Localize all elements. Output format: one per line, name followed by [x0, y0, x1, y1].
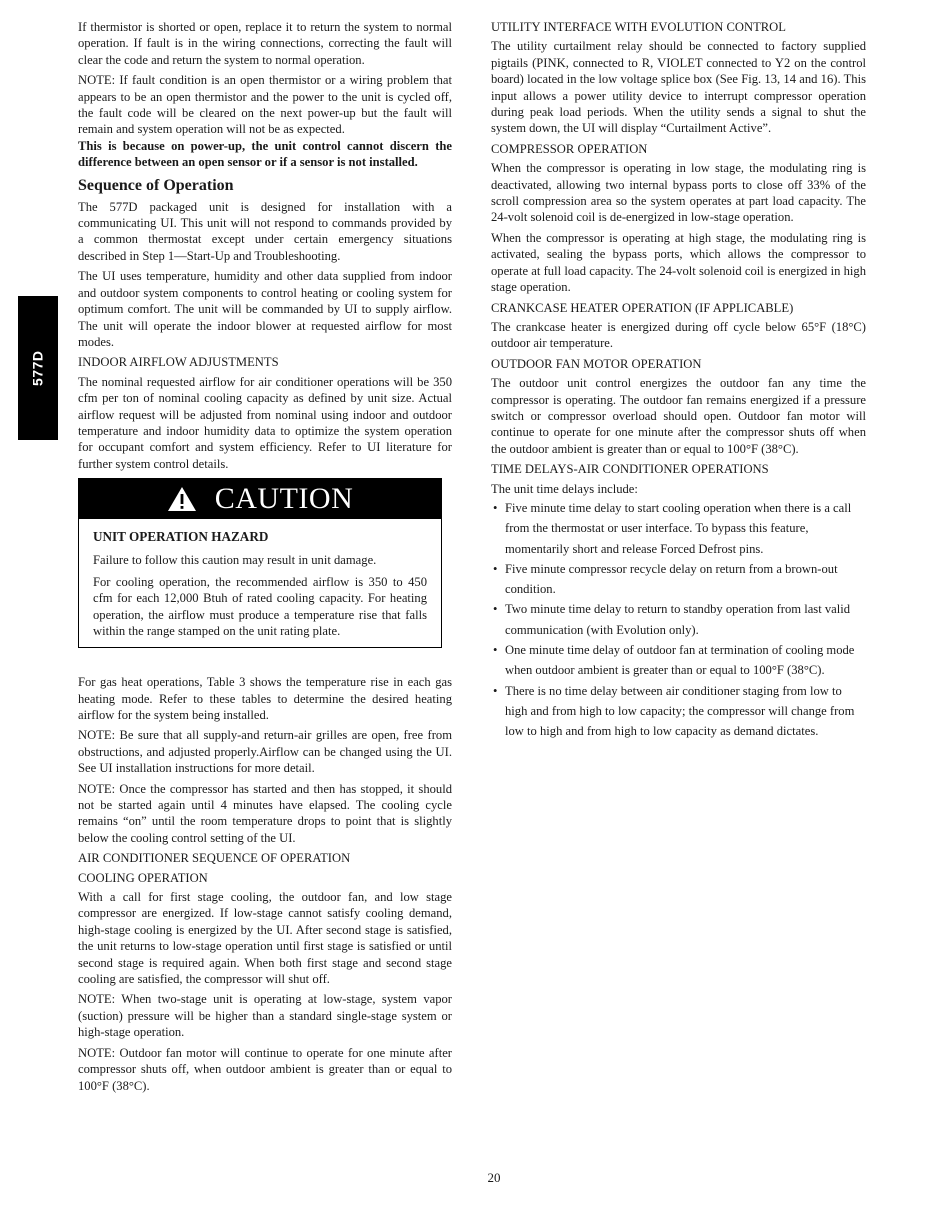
bullet-icon: •	[493, 500, 498, 515]
list-item	[491, 498, 866, 559]
caution-title: CAUTION	[214, 482, 354, 516]
subheading: AIR CONDITIONER SEQUENCE OF OPERATION	[78, 851, 351, 866]
paragraph: The UI uses temperature, humidity and other data supplied from indoor and outdoor system components to control heating or cooling system for optimum comfort. The unit will be commanded by UI to supply airflow. The unit will operate the indoor blower at requested airflow for most modes.	[78, 269, 452, 349]
section-heading: Sequence of Operation	[78, 176, 234, 194]
subheading: INDOOR AIRFLOW ADJUSTMENTS	[78, 355, 279, 370]
paragraph: When the compressor is operating at high stage, the modulating ring is activated, sealing the bypass ports, which allows the compressor to operate at full load capacity. The 24-volt solenoid coil is energized in high stage operation.	[491, 230, 866, 295]
paragraph: The utility curtailment relay should be connected to factory supplied pigtails (PINK, connected to R, VIOLET connected to Y2 on the control board) located in the low voltage splice box (See Fig. 13, 14 and 16). This input allows a power utility device to interrupt compressor operation during peak load periods. When the utility sends a signal to shut the system down, the UI will display “Curtailment Active”.	[491, 39, 866, 136]
warning-triangle-icon	[167, 486, 197, 512]
paragraph: The crankcase heater is energized during off cycle below 65°F (18°C) outdoor air temperature.	[491, 319, 866, 351]
caution-box	[78, 478, 442, 648]
subheading: CRANKCASE HEATER OPERATION (IF APPLICABLE)	[491, 300, 794, 315]
subheading: COOLING OPERATION	[78, 870, 208, 885]
paragraph: With a call for first stage cooling, the outdoor fan, and low stage compressor are energized. If low-stage cannot satisfy cooling demand, high-stage cooling is energized by the UI. After second stage is satisfied, the unit returns to low-stage operation until first stage is satisfied or until second stage is required again. When both first stage and second stage cooling are satisfied, the compressor will shut off.	[78, 890, 452, 987]
list-item	[491, 681, 866, 742]
bold-statement: This is because on power-up, the unit control cannot discern the difference between an open sensor or if a sensor is not installed.	[78, 138, 452, 170]
side-tab-label: 577D	[29, 350, 46, 386]
subheading: OUTDOOR FAN MOTOR OPERATION	[491, 356, 702, 371]
note-paragraph: NOTE: Outdoor fan motor will continue to operate for one minute after compressor shuts off, when outdoor ambient is greater than or equal to 100°F (38°C).	[78, 1045, 452, 1093]
paragraph: When the compressor is operating in low stage, the modulating ring is deactivated, allowing two internal bypass ports to close off 33% of the scroll compression area so the system operates at part load capacity. The 24-volt solenoid coil is de-energized in low-stage operation.	[491, 161, 866, 225]
caution-body	[79, 519, 441, 647]
note-paragraph: NOTE: Be sure that all supply-and return-air grilles are open, free from obstructions, and adjusted properly.Airflow can be changed using the UI. See UI installation instructions for more detail.	[78, 728, 452, 776]
list-item	[491, 640, 866, 681]
paragraph: The outdoor unit control energizes the outdoor fan any time the compressor is operating. The outdoor fan remains energized if a pressure switch or compressor overload should open. Outdoor fan motor will continue to operate for one minute after the compressor shuts off when the outdoor ambient is greater than or equal to 100°F (38°C).	[491, 376, 866, 456]
section-side-tab	[18, 296, 58, 440]
right-column	[491, 19, 866, 742]
note-paragraph: NOTE: If fault condition is an open thermistor or a wiring problem that appears to be an open thermistor and the power to the unit is cycled off, the fault code will be cleared on the next power-up but the fault will remain and system operation will not be as expected.	[78, 73, 452, 137]
paragraph: The nominal requested airflow for air conditioner operations will be 350 cfm per ton of nominal cooling capacity as defined by unit size. Actual airflow request will be adjusted from nominal using indoor and outdoor temperature and indoor humidity data to optimize the system operation for occupant comfort and system efficiency. Refer to UI literature for further system control details.	[78, 374, 452, 471]
list-item	[491, 559, 866, 600]
time-delays-list	[491, 498, 866, 742]
paragraph: The 577D packaged unit is designed for installation with a communicating UI. This unit will not respond to commands provided by a common thermostat except under certain emergency situations described in Step 1—Start-Up and Troubleshooting.	[78, 199, 452, 263]
caution-text: For cooling operation, the recommended airflow is 350 to 450 cfm for each 12,000 Btuh of rated cooling capacity. For heating operation, the airflow must produce a temperature rise that falls within the range stamped on the unit rating plate.	[93, 574, 427, 639]
list-item	[491, 599, 866, 640]
note-paragraph: NOTE: Once the compressor has started and then has stopped, it should not be started again until 4 minutes have elapsed. The cooling cycle remains “on” until the room temperature drops to point that is slightly below the cooling control setting of the UI.	[78, 781, 452, 845]
bullet-icon: •	[493, 602, 498, 617]
subheading: UTILITY INTERFACE WITH EVOLUTION CONTROL	[491, 20, 786, 34]
paragraph: If thermistor is shorted or open, replace it to return the system to normal operation. If fault is in the wiring connections, correcting the fault will clear the code and return the system to normal operation.	[78, 20, 452, 67]
caution-text: Failure to follow this caution may result in unit damage.	[93, 552, 377, 567]
bullet-icon: •	[493, 561, 498, 576]
paragraph: For gas heat operations, Table 3 shows the temperature rise in each gas heating mode. Refer to these tables to determine the desired heating airflow for the system being installed.	[78, 675, 452, 722]
list-item-text: Five minute time delay to start cooling operation when there is a call from the thermostat or user interface. To bypass this feature, momentarily short and release Forced Defrost pins.	[505, 500, 852, 556]
subheading: COMPRESSOR OPERATION	[491, 141, 648, 156]
caution-header	[79, 479, 441, 519]
paragraph: The unit time delays include:	[491, 481, 638, 496]
subheading: TIME DELAYS-AIR CONDITIONER OPERATIONS	[491, 462, 769, 477]
list-item-text: Five minute compressor recycle delay on return from a brown-out condition.	[505, 561, 838, 597]
page-number: 20	[487, 1170, 501, 1185]
note-paragraph: NOTE: When two-stage unit is operating at low-stage, system vapor (suction) pressure will be higher than a standard single-stage system or high-stage operation.	[78, 992, 452, 1040]
left-column	[78, 19, 452, 1098]
list-item-text: There is no time delay between air conditioner staging from low to high and from high to low capacity; the compressor will change from low to high and from high to low capacity as demand dictates.	[505, 683, 855, 739]
list-item-text: Two minute time delay to return to standby operation from last valid communication (with Evolution only).	[505, 602, 851, 637]
hazard-title: UNIT OPERATION HAZARD	[93, 529, 269, 545]
bullet-icon: •	[493, 683, 498, 698]
list-item-text: One minute time delay of outdoor fan at termination of cooling mode when outdoor ambient is greater than or equal to 100°F (38°C).	[505, 643, 855, 678]
bullet-icon: •	[493, 643, 498, 658]
